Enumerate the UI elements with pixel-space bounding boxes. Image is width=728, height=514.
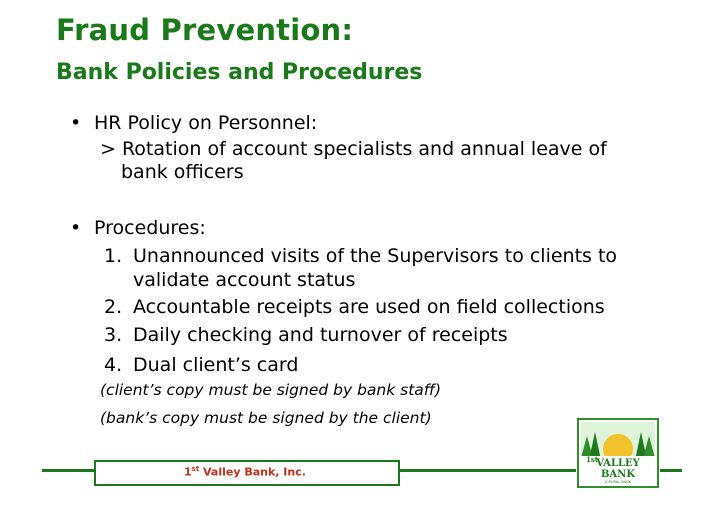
bullet-dot: • bbox=[70, 217, 82, 239]
footer-company-name: 1st Valley Bank, Inc. bbox=[184, 465, 306, 479]
logo-text-ordinal: 1st bbox=[586, 455, 599, 464]
footer-rule-far-right bbox=[660, 469, 682, 472]
procedure-num: 4. bbox=[104, 354, 123, 376]
procedure-item: Unannounced visits of the Supervisors to clients to bbox=[133, 245, 618, 267]
hr-policy-detail-cont: bank officers bbox=[121, 161, 244, 183]
logo-tagline: A RURAL BANK bbox=[605, 480, 631, 484]
footer-box bbox=[94, 460, 400, 486]
procedure-item: Dual client’s card bbox=[133, 354, 299, 376]
procedure-item-cont: validate account status bbox=[133, 269, 356, 291]
procedures-heading: Procedures: bbox=[94, 217, 206, 239]
bullet-dot: • bbox=[70, 112, 82, 134]
procedure-item: Accountable receipts are used on field collections bbox=[133, 296, 605, 318]
hr-policy-detail: > Rotation of account specialists and annual leave of bbox=[100, 138, 607, 160]
logo-text-valley: VALLEY bbox=[596, 458, 640, 469]
hr-policy-heading: HR Policy on Personnel: bbox=[94, 112, 318, 134]
procedure-note: (client’s copy must be signed by bank staff) bbox=[100, 381, 442, 399]
procedure-num: 2. bbox=[104, 296, 123, 318]
bank-logo bbox=[577, 418, 659, 488]
footer-rule-left bbox=[42, 469, 96, 472]
slide-subtitle: Bank Policies and Procedures bbox=[56, 60, 423, 85]
footer-rule-right bbox=[396, 469, 576, 472]
procedure-num: 3. bbox=[104, 324, 123, 346]
procedure-num: 1. bbox=[104, 245, 123, 267]
logo-text-bank: BANK bbox=[600, 469, 636, 480]
slide-title: Fraud Prevention: bbox=[56, 13, 354, 47]
procedure-note: (bank’s copy must be signed by the client) bbox=[100, 409, 432, 427]
procedure-item: Daily checking and turnover of receipts bbox=[133, 324, 508, 346]
